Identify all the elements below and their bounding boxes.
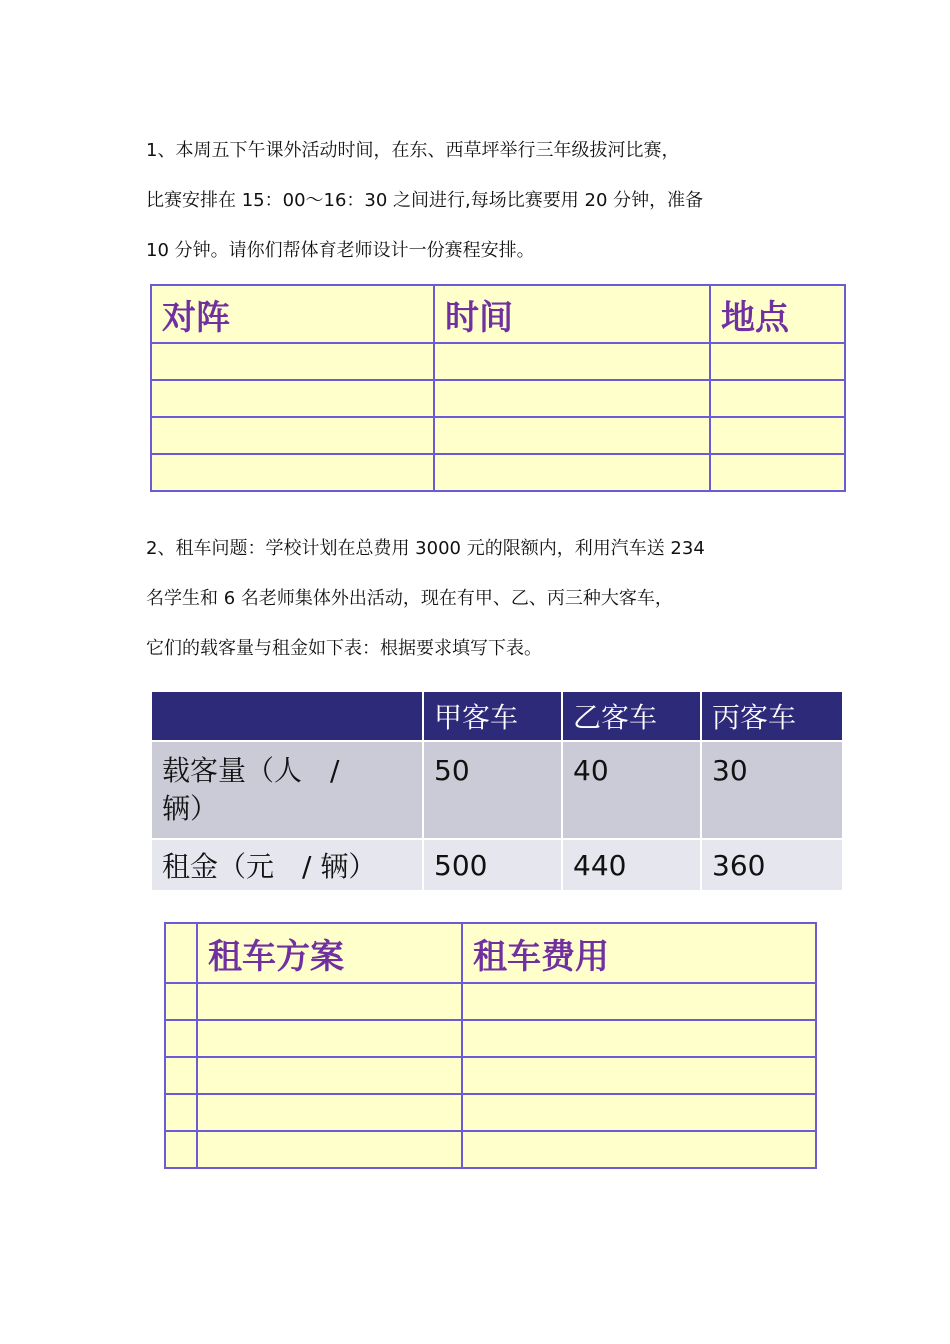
plan-header-scheme: 租车方案 xyxy=(197,923,462,983)
empty-cell[interactable] xyxy=(197,983,462,1020)
empty-cell[interactable] xyxy=(165,1131,197,1168)
bus-table xyxy=(152,692,842,892)
empty-cell[interactable] xyxy=(710,454,845,491)
problem-2-text xyxy=(146,524,826,674)
empty-cell[interactable] xyxy=(462,1057,816,1094)
empty-cell[interactable] xyxy=(710,380,845,417)
bus-header-empty xyxy=(152,692,424,742)
capacity-value-a: 50 xyxy=(424,742,563,840)
empty-cell[interactable] xyxy=(151,417,434,454)
bus-header-a: 甲客车 xyxy=(424,692,563,742)
empty-cell[interactable] xyxy=(434,454,710,491)
capacity-label-line: 载客量（人 / xyxy=(162,754,340,787)
capacity-value-b: 40 xyxy=(563,742,702,840)
empty-cell[interactable] xyxy=(434,417,710,454)
bus-header-c: 丙客车 xyxy=(702,692,842,742)
empty-cell[interactable] xyxy=(151,454,434,491)
bus-header-b: 乙客车 xyxy=(563,692,702,742)
empty-cell[interactable] xyxy=(462,983,816,1020)
capacity-value-c: 30 xyxy=(702,742,842,840)
empty-cell[interactable] xyxy=(197,1020,462,1057)
plan-header-cost: 租车费用 xyxy=(462,923,816,983)
capacity-label xyxy=(152,742,424,840)
empty-cell[interactable] xyxy=(151,380,434,417)
problem-1-text xyxy=(146,126,826,276)
schedule-table xyxy=(150,284,846,492)
problem-1-line: 10 分钟。请你们帮体育老师设计一份赛程安排。 xyxy=(146,240,535,261)
problem-2-line: 名学生和 6 名老师集体外出活动，现在有甲、乙、丙三种大客车， xyxy=(146,588,673,609)
header-time: 时间 xyxy=(434,285,710,343)
rental-plan-table xyxy=(164,922,817,1169)
empty-cell[interactable] xyxy=(462,1131,816,1168)
problem-1-line: 比赛安排在 15：00～16：30 之间进行,每场比赛要用 20 分钟，准备 xyxy=(146,190,704,211)
empty-cell[interactable] xyxy=(165,983,197,1020)
plan-header-index xyxy=(165,923,197,983)
rent-value-c: 360 xyxy=(702,840,842,892)
empty-cell[interactable] xyxy=(710,417,845,454)
empty-cell[interactable] xyxy=(151,343,434,380)
empty-cell[interactable] xyxy=(197,1131,462,1168)
capacity-label-line: 辆） xyxy=(162,792,219,825)
empty-cell[interactable] xyxy=(434,380,710,417)
rent-value-b: 440 xyxy=(563,840,702,892)
rent-label: 租金（元 / 辆） xyxy=(152,840,424,892)
problem-1-line: 1、本周五下午课外活动时间，在东、西草坪举行三年级拔河比赛， xyxy=(146,140,680,161)
empty-cell[interactable] xyxy=(197,1094,462,1131)
empty-cell[interactable] xyxy=(165,1020,197,1057)
empty-cell[interactable] xyxy=(197,1057,462,1094)
empty-cell[interactable] xyxy=(434,343,710,380)
empty-cell[interactable] xyxy=(462,1020,816,1057)
header-matchup: 对阵 xyxy=(151,285,434,343)
problem-2-line: 2、租车问题：学校计划在总费用 3000 元的限额内，利用汽车送 234 xyxy=(146,538,705,559)
empty-cell[interactable] xyxy=(462,1094,816,1131)
empty-cell[interactable] xyxy=(165,1094,197,1131)
rent-value-a: 500 xyxy=(424,840,563,892)
problem-2-line: 它们的载客量与租金如下表：根据要求填写下表。 xyxy=(146,638,542,659)
empty-cell[interactable] xyxy=(710,343,845,380)
empty-cell[interactable] xyxy=(165,1057,197,1094)
header-location: 地点 xyxy=(710,285,845,343)
